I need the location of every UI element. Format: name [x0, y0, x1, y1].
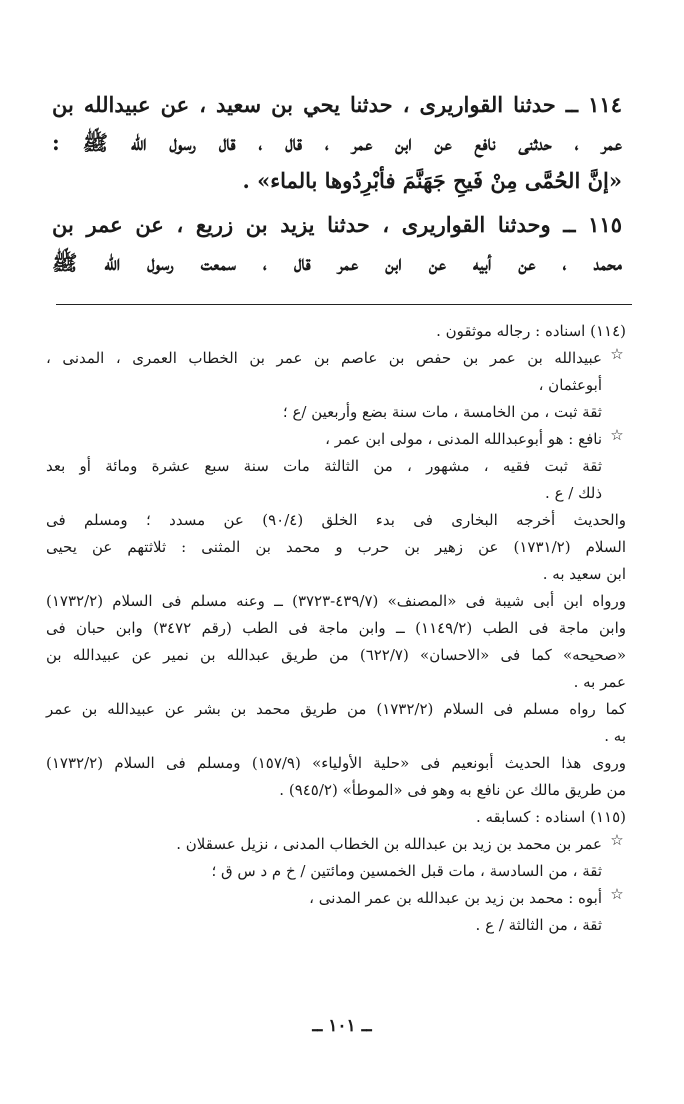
- narrator-line: أبوعثمان ،: [538, 376, 602, 394]
- note-115-heading: (١١٥) اسناده : كسابقه .: [475, 808, 626, 826]
- narrator-line: نافع : هو أبوعبدالله المدنى ، مولى ابن عمر ،: [325, 430, 602, 448]
- takhrij-paragraph: [46, 507, 626, 588]
- star-icon: ☆: [610, 831, 624, 849]
- narrator-grade: ذلك / ع .: [545, 484, 602, 502]
- hadith-114-line: «إنَّ الحُمَّى مِنْ فَيحِ جَهَنَّمَ فأبْرِدُوها بالماء» .: [242, 168, 622, 193]
- hadith-115-line: ١١٥ ــ وحدثنا القواريرى ، حدثنا يزيد بن زريع ، عن عمر بن: [52, 212, 622, 237]
- takhrij-paragraph: [46, 750, 626, 804]
- hadith-text: [52, 86, 622, 288]
- hadith-114-line: عمر ، حدثنى نافع عن ابن عمر ، قال ، قال رسول الله ﷺ :: [52, 130, 622, 155]
- paragraph-line: والحديث أخرجه البخارى فى بدء الخلق (٩٠/٤) عن مسدد ؛ ومسلم فى: [46, 511, 626, 529]
- star-icon: ☆: [610, 345, 624, 363]
- page-number: ــ ١٠١ ــ: [312, 1016, 372, 1036]
- paragraph-line: وابن ماجة فى الطب (١١٤٩/٢) ــ وابن ماجة فى الطب (رقم ٣٤٧٢) وابن حبان فى: [46, 619, 627, 637]
- star-icon: ☆: [610, 885, 624, 903]
- hadith-115: [52, 206, 622, 282]
- narrator-entry-obaidullah: [46, 345, 626, 399]
- narrator-grade: ثقة ثبت ، من الخامسة ، مات سنة بضع وأربعين /ع ؛: [282, 403, 602, 421]
- narrator-line: عبيدالله بن عمر بن حفص بن عاصم بن عمر بن الخطاب العمرى ، المدنى ،: [46, 349, 602, 367]
- paragraph-line: ورواه ابن أبى شيبة فى «المصنف» (٤٣٩/٧-٣٧٢٣) ــ وعنه مسلم فى السلام (١٧٣٢/٢): [46, 592, 626, 610]
- hadith-115-line: محمد ، عن أبيه عن ابن عمر قال ، سمعت رسول الله ﷺ: [52, 250, 622, 275]
- hadith-114: [52, 86, 622, 200]
- hadith-114-line: ١١٤ ــ حدثنا القواريرى ، حدثنا يحي بن سعيد ، عن عبيدالله بن: [52, 92, 622, 117]
- paragraph-line: وروى هذا الحديث أبونعيم فى «حلية الأولياء» (١٥٧/٩) ومسلم فى السلام (١٧٣٢/٢): [46, 754, 626, 772]
- narrator-entry-father: [46, 885, 626, 912]
- paragraph-line: ابن سعيد به .: [542, 565, 626, 583]
- footnote-divider: [56, 304, 632, 305]
- star-icon: ☆: [610, 426, 624, 444]
- narrator-line: عمر بن محمد بن زيد بن عبدالله بن الخطاب المدنى ، نزيل عسقلان .: [176, 835, 602, 853]
- footnotes: [46, 318, 626, 939]
- paragraph-line: كما رواه مسلم فى السلام (١٧٣٢/٢) من طريق محمد بن بشر عن عبيدالله بن عمر: [46, 700, 627, 718]
- paragraph-line: من طريق مالك عن نافع به وهو فى «الموطأ» (٩٤٥/٢) .: [279, 781, 626, 799]
- narrator-grade: ثقة ، من السادسة ، مات قبل الخمسين ومائتين / خ م د س ق ؛: [211, 862, 602, 880]
- narrator-grade: ثقة ثبت فقيه ، مشهور ، من الثالثة مات سنة سبع عشرة ومائة أو بعد: [46, 457, 602, 475]
- narrator-line: أبوه : محمد بن زيد بن عبدالله بن عمر المدنى ،: [309, 889, 602, 907]
- takhrij-paragraph: [46, 588, 626, 696]
- takhrij-paragraph: [46, 696, 626, 750]
- paragraph-line: به .: [604, 727, 626, 745]
- paragraph-line: «صحيحه» كما فى «الاحسان» (٦٢٢/٧) من طريق عبدالله بن نمير عن عبيدالله بن: [46, 646, 626, 664]
- paragraph-line: السلام (١٧٣١/٢) عن زهير بن حرب و محمد بن المثنى : ثلاثتهم عن يحيى: [46, 538, 626, 556]
- narrator-entry-umar: [46, 831, 626, 858]
- narrator-grade: ثقة ، من الثالثة / ع .: [475, 916, 602, 934]
- note-114-heading: (١١٤) اسناده : رجاله موثقون .: [436, 322, 626, 340]
- narrator-entry-nafi: [46, 426, 626, 453]
- paragraph-line: عمر به .: [573, 673, 626, 691]
